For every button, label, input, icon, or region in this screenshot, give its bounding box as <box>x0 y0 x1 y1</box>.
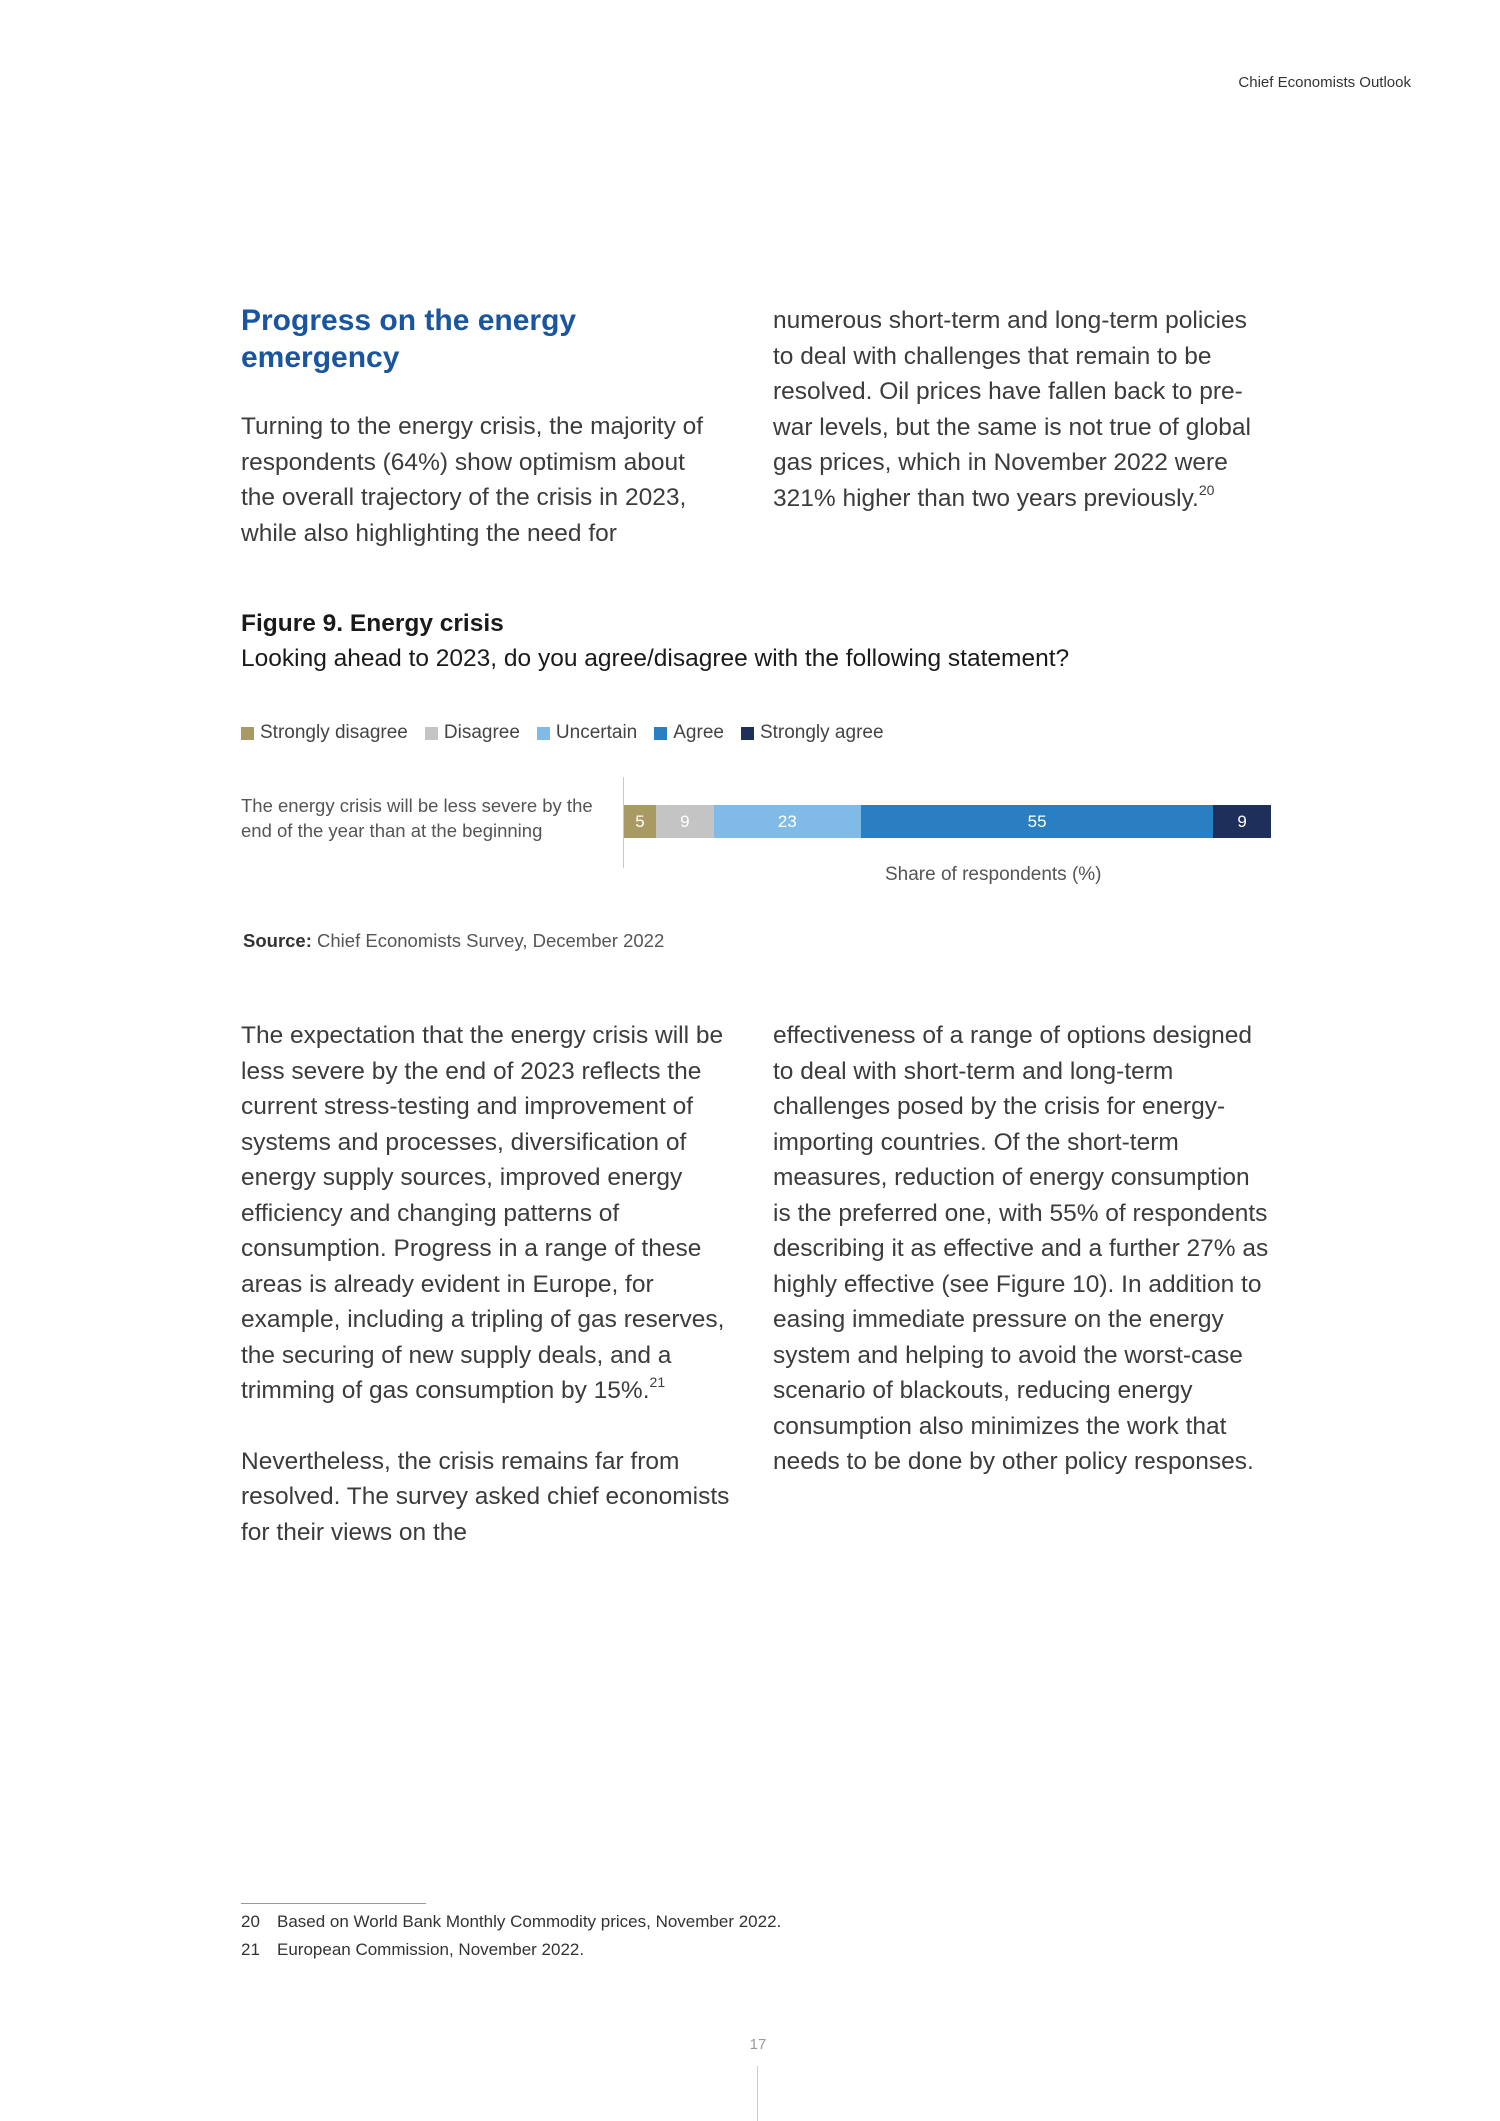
figure-title: Figure 9. Energy crisis <box>241 610 504 637</box>
legend-swatch <box>241 727 254 740</box>
legend-swatch <box>425 727 438 740</box>
body-paragraph-1: The expectation that the energy crisis will be less severe by the end of 2023 reflects the current stress-testing and improvement of systems and processes, diversification of energy supply sources, improved energy efficiency and changing patterns of consumption. Progress in a range of these areas is already evident in Europe, for example, including a tripling of gas reserves, the securing of new supply deals, and a trimming of gas consumption by 15%.$^{21}$ <box>241 1022 725 1404</box>
footnote-21 <box>241 1940 584 1960</box>
section-heading: Progress on the energy emergency <box>241 304 577 374</box>
legend-item-uncertain <box>537 722 637 744</box>
footnote-text: European Commission, November 2022. <box>277 1940 585 1959</box>
legend-label: Agree <box>673 722 724 743</box>
body-column-left <box>241 1018 741 1550</box>
bar-segment-strongly-disagree <box>624 805 656 838</box>
footnote-text: Based on World Bank Monthly Commodity prices, November 2022. <box>277 1912 782 1931</box>
legend-swatch <box>741 727 754 740</box>
intro-column-right <box>773 303 1273 516</box>
body-paragraph-2-part-2: effectiveness of a range of options designed to deal with short-term and long-term challenges posed by the crisis for energy-importing countries. Of the short-term measures, reduction of energy consumption is the preferred one, with 55% of respondents describing it as effective and a further 27% as highly effective (see Figure 10). In addition to easing immediate pressure on the energy system and helping to avoid the worst-case scenario of blackouts, reducing energy consumption also minimizes the work that needs to be done by other policy responses. <box>773 1022 1269 1475</box>
figure-source <box>243 930 664 952</box>
legend-swatch <box>654 727 667 740</box>
footnote-ref-21[interactable]: 21 <box>649 1374 666 1390</box>
body-paragraph-2-part-1: Nevertheless, the crisis remains far from resolved. The survey asked chief economists for their views on the <box>241 1447 730 1546</box>
x-axis-label: Share of respondents (%) <box>885 864 1102 885</box>
data-label: 9 <box>680 811 690 831</box>
source-text: Chief Economists Survey, December 2022 <box>317 930 665 951</box>
chart-legend <box>241 722 901 744</box>
bar-category-label: The energy crisis will be less severe by the end of the year than at the beginning <box>241 795 593 841</box>
bar-segment-disagree <box>656 805 714 838</box>
legend-item-disagree <box>425 722 520 744</box>
data-label: 9 <box>1237 811 1247 831</box>
legend-item-strongly-agree <box>741 722 884 744</box>
footnote-number: 21 <box>241 1940 260 1959</box>
body-column-right <box>773 1018 1273 1480</box>
intro-paragraph-part-1: Turning to the energy crisis, the majority of respondents (64%) show optimism about the overall trajectory of the crisis in 2023, while also highlighting the need for <box>241 413 704 547</box>
bar-segment-strongly-agree <box>1213 805 1271 838</box>
footnote-ref-20[interactable]: 20 <box>1198 481 1215 498</box>
data-label: 55 <box>1027 811 1047 831</box>
source-label: Source: <box>243 930 312 951</box>
legend-label: Uncertain <box>555 722 638 743</box>
legend-label: Strongly disagree <box>260 722 408 743</box>
footnote-divider <box>241 1903 426 1904</box>
bar-segment-uncertain <box>714 805 861 838</box>
intro-paragraph-part-2: numerous short-term and long-term policies to deal with challenges that remain to be resolved. Oil prices have fallen back to pre-war levels, but the same is not true of global gas prices, which in November 2022 were 321% higher than two years previously.$^{20}$ <box>773 307 1252 512</box>
legend-item-agree <box>654 722 724 744</box>
legend-swatch <box>537 727 550 740</box>
data-label: 23 <box>777 811 797 831</box>
footnote-number: 20 <box>241 1912 260 1931</box>
legend-item-strongly-disagree <box>241 722 408 744</box>
page-number: 17 <box>749 2036 767 2053</box>
stacked-bar <box>624 805 1271 838</box>
publication-header: Chief Economists Outlook <box>1238 74 1411 91</box>
figure-subtitle: Looking ahead to 2023, do you agree/disagree with the following statement? <box>241 645 1070 672</box>
data-label: 5 <box>635 811 645 831</box>
legend-label: Disagree <box>443 722 520 743</box>
bar-segment-agree <box>861 805 1213 838</box>
footnote-20 <box>241 1912 781 1932</box>
page-number-rule <box>757 2066 758 2121</box>
legend-label: Strongly agree <box>759 722 884 743</box>
intro-column-left <box>241 409 721 551</box>
